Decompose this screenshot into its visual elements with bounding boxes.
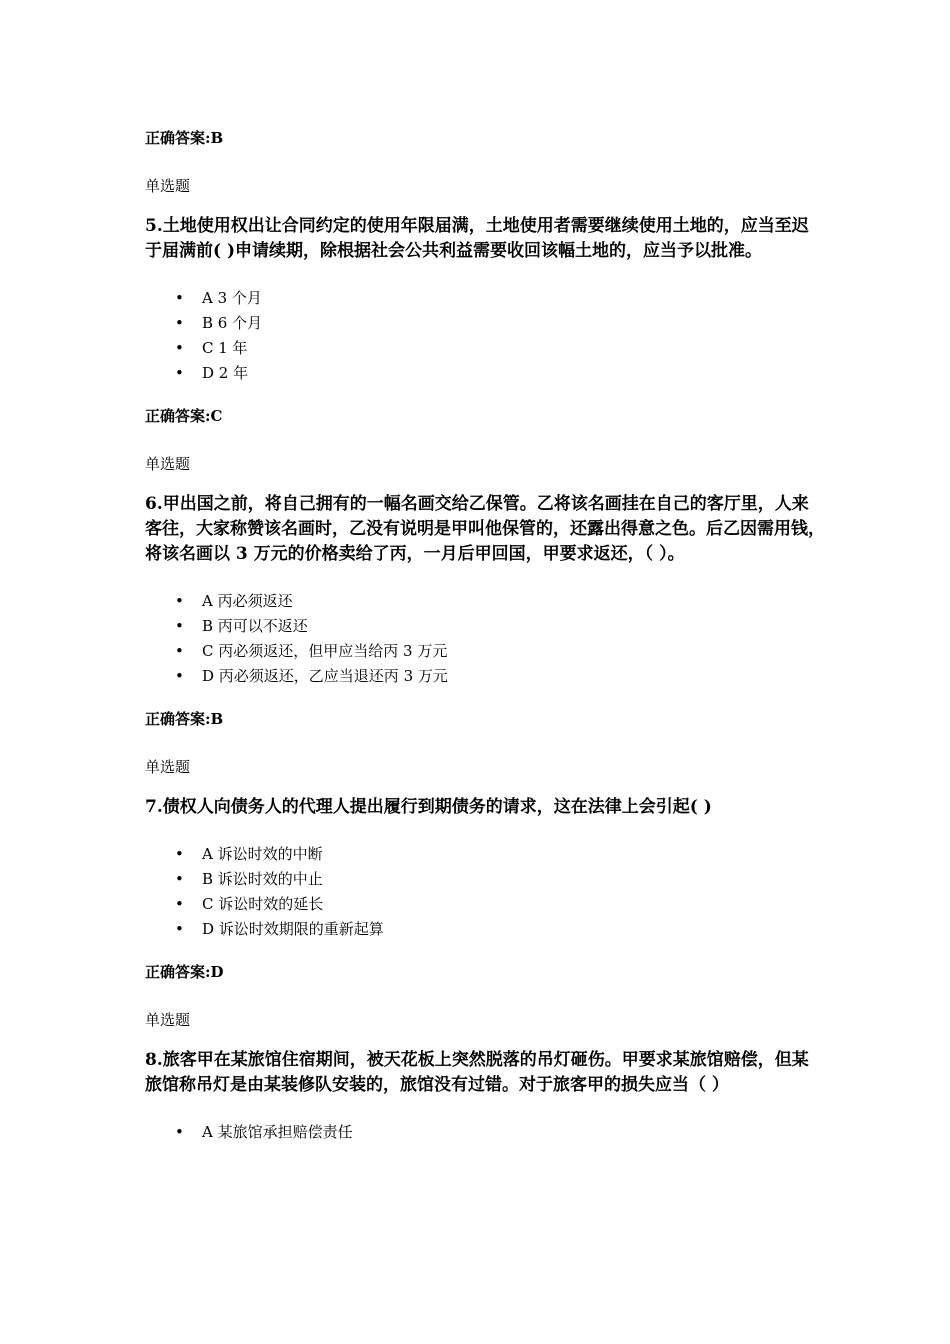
option-item xyxy=(145,589,825,614)
bullet-icon: • xyxy=(175,642,184,660)
question-text: 5.土地使用权出让合同约定的使用年限届满，土地使用者需要继续使用土地的，应当至迟于届满前( )申请续期，除根据社会公共利益需要收回该幅土地的，应当予以批准。 xyxy=(145,216,809,261)
option-label: B 6 个月 xyxy=(202,314,263,332)
option-item xyxy=(145,639,825,664)
correct-answer: 正确答案:D xyxy=(145,963,224,981)
option-list xyxy=(145,842,825,942)
bullet-icon: • xyxy=(175,592,184,610)
option-label: B 诉讼时效的中止 xyxy=(202,870,323,888)
bullet-icon: • xyxy=(175,920,184,938)
option-item xyxy=(145,1120,825,1145)
question-type: 单选题 xyxy=(145,758,191,776)
bullet-icon: • xyxy=(175,895,184,913)
question-block-6 xyxy=(145,454,825,729)
question-type: 单选题 xyxy=(145,177,191,195)
correct-answer: 正确答案:B xyxy=(145,710,224,728)
option-item xyxy=(145,361,825,386)
bullet-icon: • xyxy=(175,364,184,382)
correct-answer: 正确答案:C xyxy=(145,407,223,425)
option-item xyxy=(145,286,825,311)
document-page xyxy=(145,128,825,1165)
option-item xyxy=(145,311,825,336)
option-label: D 丙必须返还，乙应当退还丙 3 万元 xyxy=(202,667,448,685)
bullet-icon: • xyxy=(175,289,184,307)
option-label: A 某旅馆承担赔偿责任 xyxy=(202,1123,353,1141)
bullet-icon: • xyxy=(175,845,184,863)
option-label: C 诉讼时效的延长 xyxy=(202,895,324,913)
bullet-icon: • xyxy=(175,339,184,357)
question-block-7 xyxy=(145,757,825,982)
option-label: B 丙可以不返还 xyxy=(202,617,308,635)
option-item xyxy=(145,336,825,361)
bullet-icon: • xyxy=(175,1123,184,1141)
option-label: A 丙必须返还 xyxy=(202,592,293,610)
option-item xyxy=(145,867,825,892)
option-item xyxy=(145,842,825,867)
question-type: 单选题 xyxy=(145,1011,191,1029)
option-item xyxy=(145,664,825,689)
question-block-5 xyxy=(145,176,825,426)
bullet-icon: • xyxy=(175,617,184,635)
option-label: C 1 年 xyxy=(202,339,248,357)
bullet-icon: • xyxy=(175,314,184,332)
option-label: A 3 个月 xyxy=(202,289,262,307)
question-text: 6.甲出国之前，将自己拥有的一幅名画交给乙保管。乙将该名画挂在自己的客厅里，人来客往，大家称赞该名画时，乙没有说明是甲叫他保管的，还露出得意之色。后乙因需用钱，将该名画以 3 万元的价格卖给了丙，一月后甲回国，甲要求返还，（ ）。 xyxy=(145,494,825,564)
bullet-icon: • xyxy=(175,667,184,685)
option-list xyxy=(145,1120,825,1145)
option-label: D 2 年 xyxy=(202,364,249,382)
bullet-icon: • xyxy=(175,870,184,888)
question-text: 8.旅客甲在某旅馆住宿期间，被天花板上突然脱落的吊灯砸伤。甲要求某旅馆赔偿，但某旅馆称吊灯是由某装修队安装的，旅馆没有过错。对于旅客甲的损失应当（ ） xyxy=(145,1050,809,1095)
question-text: 7.债权人向债务人的代理人提出履行到期债务的请求，这在法律上会引起( ) xyxy=(145,797,712,817)
option-item xyxy=(145,917,825,942)
option-label: D 诉讼时效期限的重新起算 xyxy=(202,920,384,938)
option-item xyxy=(145,892,825,917)
option-list xyxy=(145,589,825,689)
option-label: A 诉讼时效的中断 xyxy=(202,845,323,863)
question-type: 单选题 xyxy=(145,455,191,473)
correct-answer: 正确答案:B xyxy=(145,129,224,147)
option-label: C 丙必须返还，但甲应当给丙 3 万元 xyxy=(202,642,448,660)
option-list xyxy=(145,286,825,386)
answer-block-prev xyxy=(145,128,825,148)
question-block-8 xyxy=(145,1010,825,1145)
option-item xyxy=(145,614,825,639)
